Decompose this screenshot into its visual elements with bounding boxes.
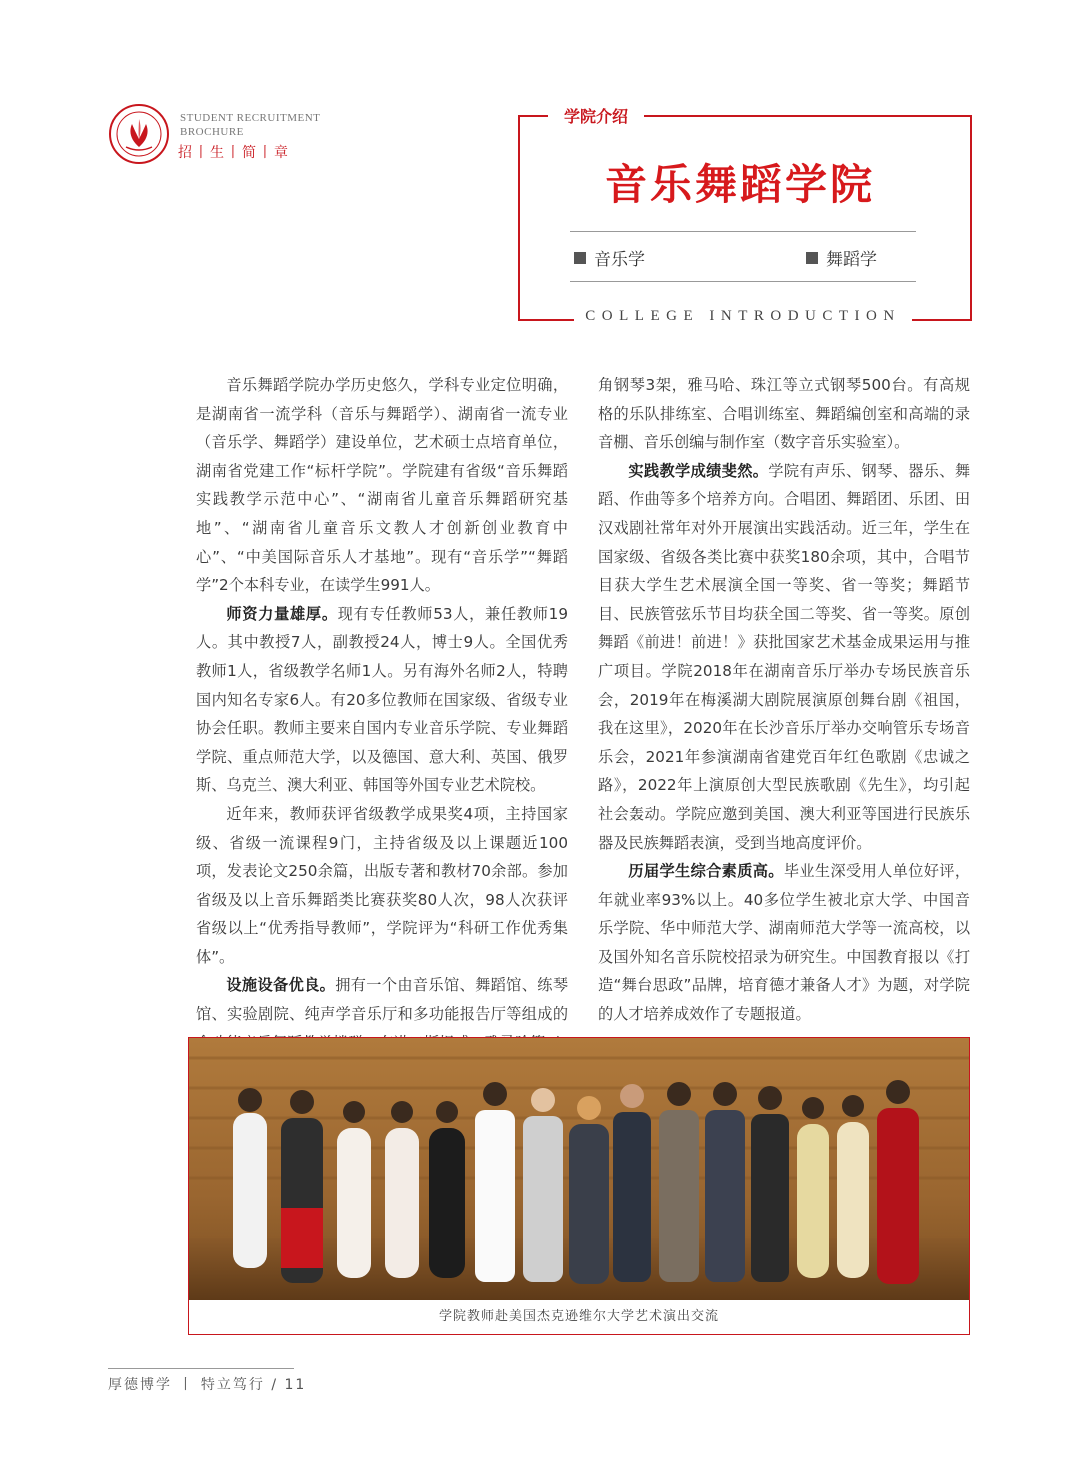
paragraph-text: 音乐舞蹈学院办学历史悠久，学科专业定位明确，是湖南省一流学科（音乐与舞蹈学）、湖南省一流专业（音乐学、舞蹈学）建设单位，艺术硕士点培育单位，湖南省党建工作“标杆学院”。学院建有省级“音乐舞蹈实践教学示范中心”、“湖南省儿童音乐舞蹈研究基地”、“湖南省儿童音乐文教人才创新创业教育中心”、“中美国际音乐人才基地”。现有“音乐学”“舞蹈学”2个本科专业，在读学生991人。: [196, 376, 568, 595]
square-bullet-icon: [806, 252, 818, 264]
brand-english-line-1: STUDENT RECRUITMENT: [180, 112, 321, 124]
paragraph-lead: 师资力量雄厚。: [226, 604, 338, 623]
major-label: 音乐学: [594, 250, 645, 270]
footer-motto-page-number: 厚德博学 丨 特立笃行 / 11: [108, 1377, 307, 1393]
body-column-right: [598, 371, 970, 1029]
paragraph: [196, 800, 568, 972]
group-photo: [189, 1038, 969, 1300]
footer-rule: [108, 1368, 294, 1369]
paragraph-text: 毕业生深受用人单位好评，年就业率93%以上。40多位学生被北京大学、中国音乐学院、华中师范大学、湖南师范大学等一流高校，以及国外知名音乐院校招录为研究生。中国教育报以《打造“舞台思政”品牌，培育德才兼备人才》为题，对学院的人才培养成效作了专题报道。: [598, 862, 971, 1024]
header-frame-top-left: [518, 115, 548, 117]
header-frame-left: [518, 115, 520, 321]
paragraph-text: 现有专任教师53人，兼任教师19人。其中教授7人，副教授24人，博士9人。全国优秀教师1人，省级教学名师1人。另有海外名师2人，特聘国内知名专家6人。有20多位教师在国家级、省级专业协会任职。教师主要来自国内专业音乐学院、专业舞蹈学院、重点师范大学，以及德国、意大利、英国、俄罗斯、乌克兰、澳大利亚、韩国等外国专业艺术院校。: [196, 604, 569, 795]
header-frame-top-right: [644, 115, 972, 117]
header-frame-bottom-left: [518, 319, 574, 321]
body-column-left: [196, 371, 568, 1057]
paragraph-continuation: 角钢琴3架，雅马哈、珠江等立式钢琴500台。有高规格的乐队排练室、合唱训练室、舞蹈编创室和高端的录音棚、音乐创编与制作室（数字音乐实验室）。: [598, 376, 970, 452]
section-label: 学院介绍: [563, 107, 628, 126]
square-bullet-icon: [574, 252, 586, 264]
paragraph-text: 拥有一个由音乐馆、舞蹈馆、练琴馆、实验剧院、纯声学音乐厅和多功能报告厅等组成的: [196, 976, 569, 1024]
paragraph: [598, 857, 970, 1029]
paragraph: [196, 600, 568, 800]
paragraph: [196, 371, 568, 600]
photo-caption: 学院教师赴美国杰克逊维尔大学艺术演出交流: [438, 1309, 719, 1324]
header-frame-bottom-right: [912, 319, 972, 321]
header-rule-top: [570, 231, 916, 232]
university-seal-logo: [108, 103, 170, 165]
header-frame-right: [970, 115, 972, 321]
brand-chinese-title: 招丨生丨简丨章: [178, 145, 290, 161]
major-item: [574, 245, 645, 270]
paragraph: [598, 457, 970, 857]
major-item: [806, 245, 877, 270]
paragraph-lead: 历届学生综合素质高。: [628, 862, 784, 881]
paragraph-lead: 设施设备优良。: [226, 976, 336, 995]
brand-english-line-2: BROCHURE: [180, 126, 244, 138]
college-title: 音乐舞蹈学院: [604, 160, 875, 209]
paragraph-lead: 实践教学成绩斐然。: [628, 461, 769, 480]
paragraph-text: 学院有声乐、钢琴、器乐、舞蹈、作曲等多个培养方向。合唱团、舞蹈团、乐团、田汉戏剧社常年对外开展演出实践活动。近三年，学生在国家级、省级各类比赛中获奖180余项，其中，合唱节目获大学生艺术展演全国一等奖、省一等奖；舞蹈节目、民族管弦乐节目均获全国二等奖、省一等奖。原创舞蹈《前进！前进！》获批国家艺术基金成果运用与推广项目。学院2018年在湖南音乐厅举办专场民族音乐会，2019年在梅溪湖大剧院展演原创舞台剧《祖国，我在这里》，2020年在长沙音乐厅举办交响管乐专场音乐会，2021年参演湖南省建党百年红色歌剧《忠诚之路》，2022年上演原创大型民族歌剧《先生》，均引起社会轰动。学院应邀到美国、澳大利亚等国进行民族乐器及民族舞蹈表演，受到当地高度评价。: [598, 461, 971, 852]
header-rule-bottom: [570, 281, 916, 282]
paragraph-text: 近年来，教师获评省级教学成果奖4项，主持国家级、省级一流课程9门，主持省级及以上课题近100项，发表论文250余篇，出版专著和教材70余部。参加省级及以上音乐舞蹈类比赛获奖80人次，98人次获评省级以上“优秀指导教师”，学院评为“科研工作优秀集体”。: [196, 804, 568, 966]
major-label: 舞蹈学: [826, 250, 877, 270]
college-english-subtitle: COLLEGE INTRODUCTION: [585, 308, 901, 324]
